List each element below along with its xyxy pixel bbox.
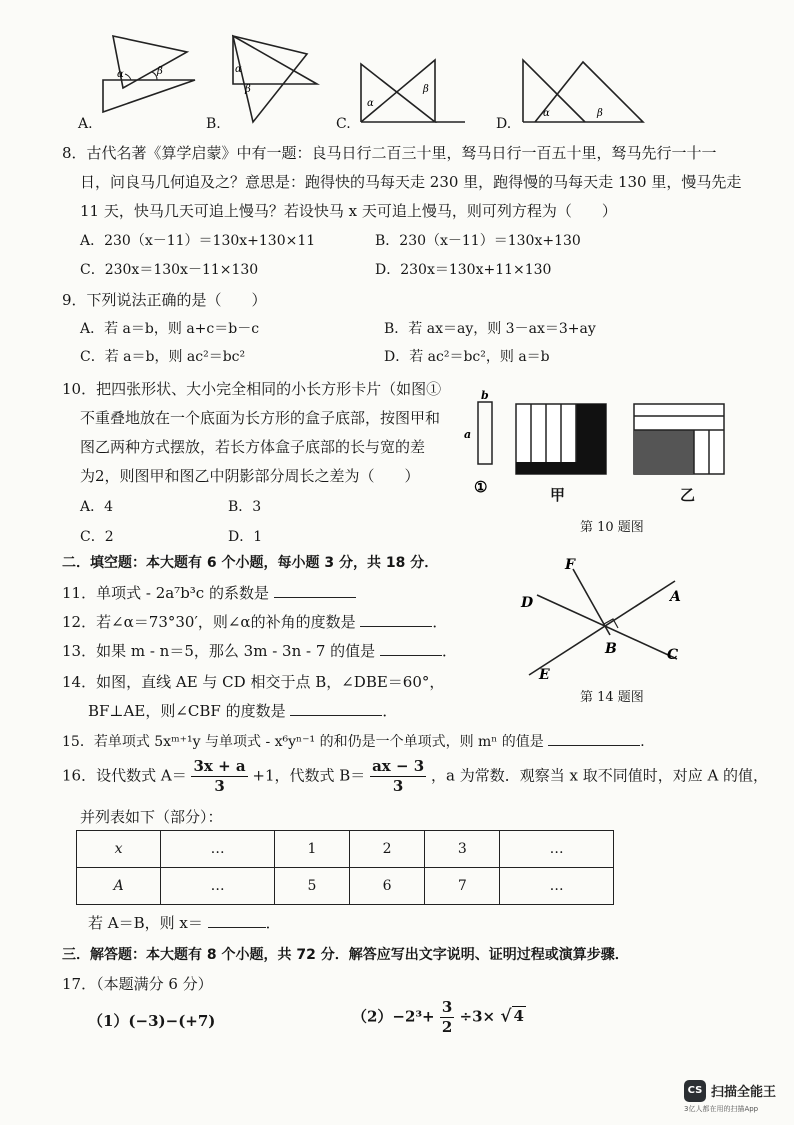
table-cell: … <box>500 868 614 905</box>
q7-beta-c: β <box>423 84 429 95</box>
q15-answer-blank[interactable] <box>548 745 640 746</box>
q14-label-d: D <box>521 595 534 611</box>
q17-part-1: （1）(−3)−(+7) <box>88 1012 216 1030</box>
q14-label-a: A <box>670 589 681 605</box>
watermark-subtitle: 3亿人都在用的扫描App <box>684 1105 759 1113</box>
q14-line-2: BF⊥AE，则∠CBF 的度数是 ． <box>88 702 398 720</box>
q16-frac-a-den: 3 <box>214 776 225 795</box>
table-cell: 1 <box>274 831 349 868</box>
table-cell: … <box>500 831 614 868</box>
section3-heading: 三．解答题：本大题有 8 个小题，共 72 分．解答应写出文字说明、证明过程或演算步骤． <box>62 947 629 963</box>
q16-suffix: ，a 为常数．观察当 x 取不同值时，对应 A 的值， <box>430 766 769 785</box>
q10-line-1: 10．把四张形状、大小完全相同的小长方形卡片（如图① <box>62 380 442 398</box>
q10-label-jia: 甲 <box>550 486 566 504</box>
q7-alpha-c: α <box>367 98 374 109</box>
q16-answer-blank[interactable] <box>208 927 266 928</box>
q16-answer-text: 若 A＝B，则 x＝ <box>88 914 203 932</box>
table-cell: … <box>161 831 275 868</box>
q13-text: 13．如果 m - n＝5，那么 3m - 3n - 7 的值是 <box>62 642 376 660</box>
q16-frac-b <box>370 757 426 796</box>
q16-frac-a-num: 3x + a <box>193 757 246 775</box>
q9-option-a: A．若 a＝b，则 a+c＝b－c <box>80 321 260 337</box>
q7-figure-a <box>95 30 205 118</box>
q8-option-a: A．230（x－11）＝130x+130×11 <box>80 233 316 249</box>
q8-option-d: D．230x＝130x+11×130 <box>375 262 552 278</box>
q16-frac-b-den: 3 <box>392 776 404 795</box>
q7-option-c: C. <box>336 116 351 132</box>
table-row <box>77 831 614 868</box>
q17-part-2 <box>352 998 526 1037</box>
q7-figure-b <box>225 32 325 124</box>
q10-line-3: 图乙两种方式摆放，若长方体盒子底部的长与宽的差 <box>80 438 426 456</box>
q12-text: 12．若∠α＝73°30′，则∠α的补角的度数是 <box>62 613 356 631</box>
q14-caption: 第 14 题图 <box>580 690 644 705</box>
q17-title: 17．（本题满分 6 分） <box>62 975 213 993</box>
q16-line-1 <box>62 757 768 796</box>
q8-line-3: 11 天，快马几天可追上慢马？若设快马 x 天可追上慢马，则可列方程为（ ） <box>80 202 617 220</box>
q17-frac <box>440 998 454 1037</box>
q10-option-c: C．2 <box>80 529 114 545</box>
q14-line-1: 14．如图，直线 AE 与 CD 相交于点 B，∠DBE＝60°， <box>62 673 445 691</box>
q7-option-a: A. <box>78 116 93 132</box>
q13: 13．如果 m - n＝5，那么 3m - 3n - 7 的值是 ． <box>62 642 457 660</box>
table-cell: A <box>77 868 161 905</box>
q14-answer-blank[interactable] <box>290 715 382 716</box>
table-cell: 3 <box>425 831 500 868</box>
q10-line-2: 不重叠地放在一个底面为长方形的盒子底部，按图甲和 <box>80 409 441 427</box>
q9-option-c: C．若 a＝b，则 ac²＝bc² <box>80 349 246 365</box>
q7-alpha-a: α <box>117 69 124 80</box>
q10-option-b: B．3 <box>228 499 262 515</box>
q14-text: BF⊥AE，则∠CBF 的度数是 <box>88 702 286 720</box>
q7-alpha-d: α <box>543 108 550 119</box>
q10-caption: 第 10 题图 <box>580 520 644 535</box>
table-cell: … <box>161 868 275 905</box>
q17-sqrt-value: 4 <box>513 1007 524 1026</box>
watermark-title: 扫描全能王 <box>711 1085 777 1100</box>
q10-figure-jia <box>514 402 610 478</box>
q16-frac-b-num: ax − 3 <box>372 757 425 775</box>
q12-answer-blank[interactable] <box>360 626 432 627</box>
q7-beta-d: β <box>597 108 603 119</box>
q13-answer-blank[interactable] <box>380 655 442 656</box>
q8-option-b: B．230（x－11）＝130x+130 <box>375 233 581 249</box>
q8-line-2: 日，问良马几何追及之？意思是：跑得快的马每天走 230 里，跑得慢的马每天走 130 里，慢马先走 <box>80 173 742 191</box>
q7-figure-d <box>515 54 655 126</box>
q10-line-4: 为2，则图甲和图乙中阴影部分周长之差为（ ） <box>80 467 420 485</box>
q14-label-f: F <box>565 557 575 573</box>
q9-option-d: D．若 ac²＝bc²，则 a＝b <box>384 349 550 365</box>
q11 <box>62 582 356 603</box>
q7-figure-c <box>355 56 470 126</box>
q15-text: 15．若单项式 5xᵐ⁺¹y 与单项式 - x⁶yⁿ⁻¹ 的和仍是一个单项式，则 mⁿ 的值是 <box>62 734 544 750</box>
q10-label-b: b <box>481 389 489 402</box>
q14-label-e: E <box>539 667 550 683</box>
q17-part-2-prefix: （2）−2³+ <box>352 1007 435 1026</box>
q10-label-yi: 乙 <box>680 486 696 504</box>
q9-stem: 9．下列说法正确的是（ ） <box>62 291 267 309</box>
q16-table <box>76 830 614 905</box>
q17-part-2-suffix: ÷3× <box>459 1007 496 1026</box>
q7-alpha-b: α <box>235 64 242 75</box>
q9-option-b: B．若 ax＝ay，则 3－ax＝3+ay <box>384 321 596 337</box>
q14-label-c: C <box>667 647 679 663</box>
q7-beta-a: β <box>157 66 163 77</box>
q16-plus-one: +1，代数式 B＝ <box>252 766 366 785</box>
q11-text: 11．单项式 - 2a⁷b³c 的系数是 <box>62 584 269 602</box>
q15: 15．若单项式 5xᵐ⁺¹y 与单项式 - x⁶yⁿ⁻¹ 的和仍是一个单项式，则 mⁿ 的值是 ． <box>62 734 655 750</box>
q10-label-one: ① <box>474 478 488 496</box>
q7-beta-b: β <box>245 84 251 95</box>
table-cell: 6 <box>350 868 425 905</box>
q12: 12．若∠α＝73°30′，则∠α的补角的度数是 ． <box>62 613 448 631</box>
q16-prefix: 16．设代数式 A＝ <box>62 766 187 785</box>
q10-figure-card <box>458 388 504 498</box>
q16-frac-a <box>191 757 247 796</box>
table-row <box>77 868 614 905</box>
q10-figure-yi <box>632 402 728 478</box>
q16-answer: 若 A＝B，则 x＝ ． <box>88 914 281 932</box>
q7-option-d: D. <box>496 116 512 132</box>
q10-option-a: A．4 <box>80 499 114 515</box>
cs-logo-icon: CS <box>684 1080 706 1102</box>
section2-heading: 二．填空题：本大题有 6 个小题，每小题 3 分，共 18 分． <box>62 555 439 571</box>
q8-line-1: 8．古代名著《算学启蒙》中有一题：良马日行二百三十里，驽马日行一百五十里，驽马先行一十一 <box>62 144 717 162</box>
q7-option-b: B. <box>206 116 221 132</box>
table-cell: 7 <box>425 868 500 905</box>
sqrt-icon: √ <box>500 1006 512 1027</box>
q14-figure <box>515 555 695 685</box>
q17-frac-den: 2 <box>441 1017 453 1036</box>
table-cell: 5 <box>274 868 349 905</box>
q14-label-b: B <box>605 641 617 657</box>
q10-label-a: a <box>464 428 472 441</box>
q17-frac-num: 3 <box>441 998 453 1016</box>
table-cell: 2 <box>350 831 425 868</box>
q11-answer-blank[interactable] <box>274 597 356 598</box>
q8-option-c: C．230x＝130x－11×130 <box>80 262 259 278</box>
q10-option-d: D．1 <box>228 529 263 545</box>
q16-line-2: 并列表如下（部分）： <box>80 808 223 826</box>
table-cell: x <box>77 831 161 868</box>
